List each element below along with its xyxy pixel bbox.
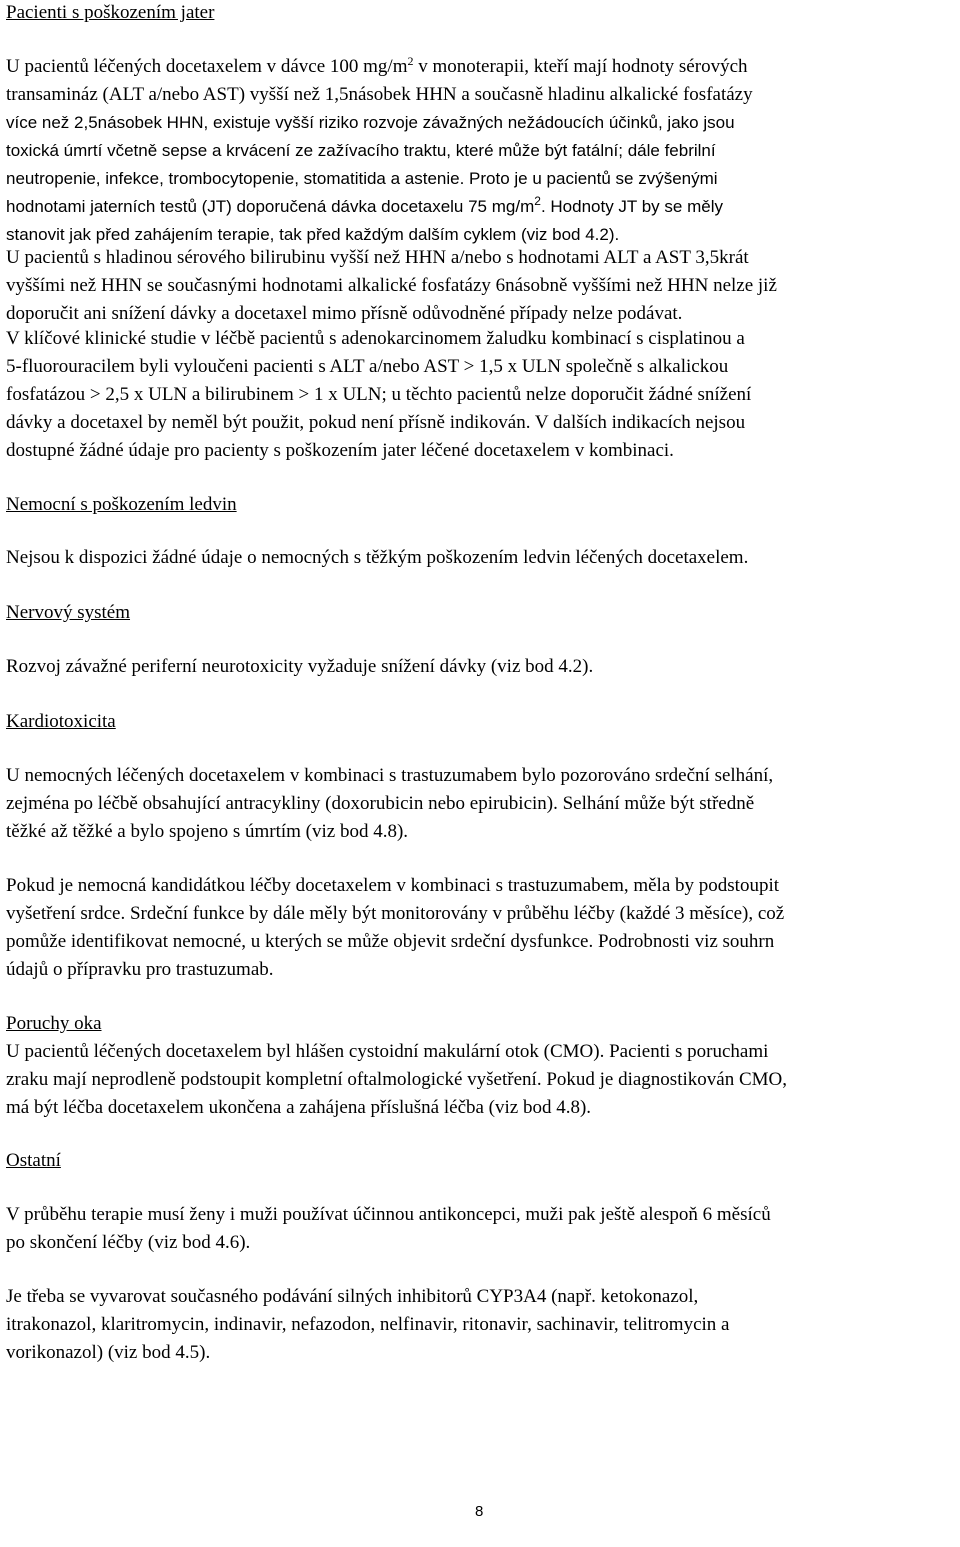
- text-line: vorikonazol) (viz bod 4.5).: [6, 1342, 211, 1363]
- text-line: dostupné žádné údaje pro pacienty s poškozením jater léčené docetaxelem v kombinaci.: [6, 440, 674, 461]
- text-line: údajů o přípravku pro trastuzumab.: [6, 959, 274, 980]
- paragraph-liver-gastric-study: [6, 325, 956, 465]
- text-line: pomůže identifikovat nemocné, u kterých se může objevit srdeční dysfunkce. Podrobnosti viz souhrn: [6, 931, 775, 952]
- text-line: transamináz (ALT a/nebo AST) vyšší než 1,5násobek HHN a současně hladinu alkalické fosfatázy: [6, 84, 753, 105]
- text-line: U pacientů léčených docetaxelem byl hlášen cystoidní makulární otok (CMO). Pacienti s poruchami: [6, 1041, 769, 1062]
- text-line: V průběhu terapie musí ženy i muži používat účinnou antikoncepci, muži pak ještě alespoň 6 měsíců: [6, 1204, 771, 1225]
- heading-other: Ostatní: [6, 1150, 61, 1171]
- text-line: těžké až těžké a bylo spojeno s úmrtím (viz bod 4.8).: [6, 821, 409, 842]
- heading-cardiotoxicity: Kardiotoxicita: [6, 711, 116, 732]
- heading-eye-disorders: Poruchy oka: [6, 1013, 102, 1034]
- text-line: stanovit jak před zahájením terapie, tak před každým dalším cyklem (viz bod 4.2).: [6, 225, 620, 244]
- text-line: 5-fluorouracilem byli vyloučeni pacienti s ALT a/nebo AST > 1,5 x ULN společně s alkalickou: [6, 356, 729, 377]
- text-line: vyšetření srdce. Srdeční funkce by dále měly být monitorovány v průběhu léčby (každé 3 měsíce), což: [6, 903, 785, 924]
- text-line: fosfatázou > 2,5 x ULN a bilirubinem > 1 x ULN; u těchto pacientů nelze doporučit žádné snížení: [6, 384, 752, 405]
- paragraph-eye-disorders: [6, 1038, 956, 1122]
- paragraph-cardiotoxicity-monitoring: [6, 872, 956, 984]
- text-line: Je třeba se vyvarovat současného podávání silných inhibitorů CYP3A4 (např. ketokonazol,: [6, 1286, 699, 1307]
- text-line: zejména po léčbě obsahující antracykliny (doxorubicin nebo epirubicin). Selhání může být středně: [6, 793, 755, 814]
- paragraph-liver-bilirubin: [6, 244, 956, 328]
- text-line: hodnotami jaterních testů (JT) doporučená dávka docetaxelu 75 $mg/m^2$. Hodnoty JT by se měly: [6, 194, 723, 216]
- page-number: 8: [475, 1503, 484, 1520]
- text-line: V klíčové klinické studie v léčbě pacientů s adenokarcinomem žaludku kombinací s cisplatinou a: [6, 328, 745, 349]
- text-line: Nejsou k dispozici žádné údaje o nemocných s těžkým poškozením ledvin léčených docetaxelem.: [6, 547, 749, 568]
- paragraph-kidney: [6, 544, 956, 572]
- superscript: 2: [534, 194, 541, 208]
- paragraph-cardiotoxicity-heart-failure: [6, 762, 956, 846]
- text-line: dávky a docetaxel by neměl být použit, pokud není přísně indikován. V dalších indikacích nejsou: [6, 412, 746, 433]
- text-line: neutropenie, infekce, trombocytopenie, stomatitida a astenie. Proto je u pacientů se zvýšenými: [6, 169, 718, 188]
- paragraph-other-cyp3a4: [6, 1283, 956, 1367]
- text-line: toxická úmrtí včetně sepse a krvácení ze zažívacího traktu, které může být fatální; dále febrilní: [6, 141, 716, 160]
- text-line: zraku mají neprodleně podstoupit kompletní oftalmologické vyšetření. Pokud je diagnostikován CMO,: [6, 1069, 787, 1090]
- text-line: U nemocných léčených docetaxelem v kombinaci s trastuzumabem bylo pozorováno srdeční selhání,: [6, 765, 774, 786]
- text-line: po skončení léčby (viz bod 4.6).: [6, 1232, 251, 1253]
- text-line: itrakonazol, klaritromycin, indinavir, nefazodon, nelfinavir, ritonavir, sachinavir, telitromycin a: [6, 1314, 730, 1335]
- text-line: více než 2,5násobek HHN, existuje vyšší riziko rozvoje závažných nežádoucích účinků, jako jsou: [6, 113, 735, 132]
- paragraph-nervous-system: [6, 653, 956, 681]
- text-line: má být léčba docetaxelem ukončena a zahájena příslušná léčba (viz bod 4.8).: [6, 1097, 592, 1118]
- heading-kidney-impairment: Nemocní s poškozením ledvin: [6, 494, 237, 515]
- text-line: U pacientů léčených docetaxelem v dávce 100 $mg/m^2$ v monoterapii, kteří mají hodnoty sérových: [6, 54, 748, 77]
- text-line: doporučit ani snížení dávky a docetaxel mimo přísně odůvodněné případy nelze podávat.: [6, 303, 683, 324]
- text-line: Rozvoj závažné periferní neurotoxicity vyžaduje snížení dávky (viz bod 4.2).: [6, 656, 594, 677]
- superscript: 2: [407, 54, 414, 68]
- paragraph-other-contraception: [6, 1201, 956, 1257]
- paragraph-liver-dosing: [6, 53, 956, 249]
- text-line: vyššími než HHN se současnými hodnotami alkalické fosfatázy 6násobně vyššími než HHN nelze již: [6, 275, 777, 296]
- text-line: Pokud je nemocná kandidátkou léčby docetaxelem v kombinaci s trastuzumabem, měla by podstoupit: [6, 875, 779, 896]
- heading-nervous-system: Nervový systém: [6, 602, 131, 623]
- heading-liver-impairment: Pacienti s poškozením jater: [6, 2, 215, 23]
- text-line: U pacientů s hladinou sérového bilirubinu vyšší než HHN a/nebo s hodnotami ALT a AST 3,5krát: [6, 247, 749, 268]
